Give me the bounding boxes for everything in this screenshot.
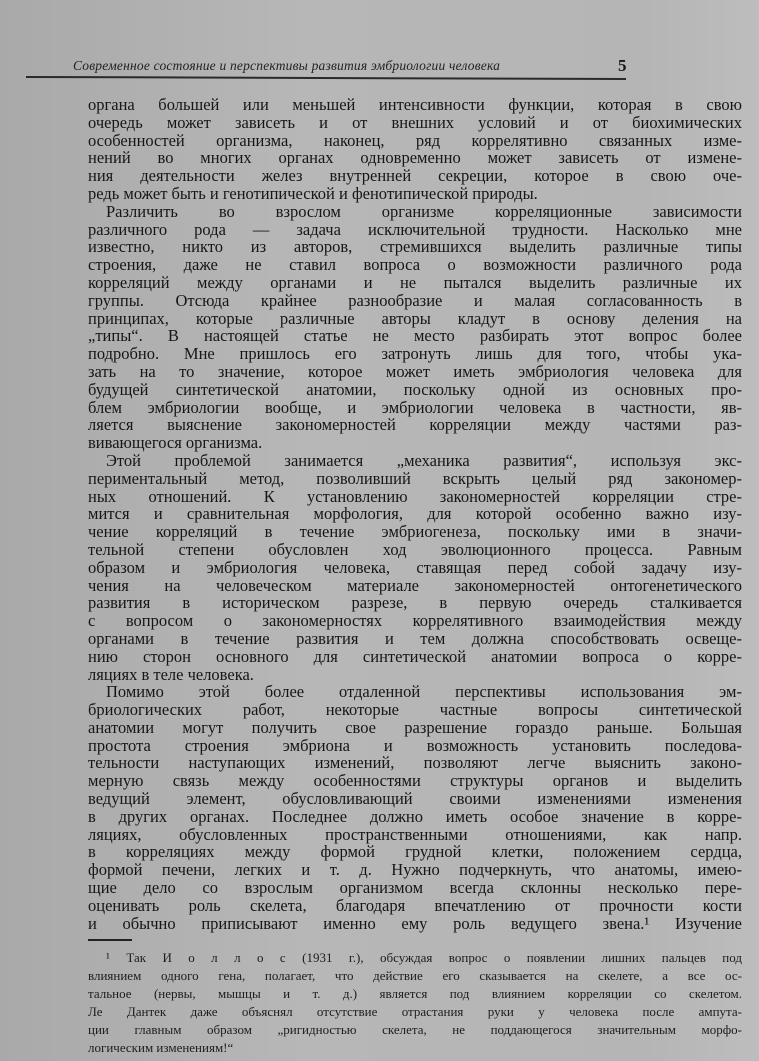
text-line: ных отношений. К установлению закономерностей корреляции стре- bbox=[88, 486, 742, 506]
text-line: „типы“. В настоящей статье не место разбирать этот вопрос более bbox=[88, 326, 742, 346]
text-line: подробно. Мне пришлось его затронуть лишь для того, чтобы ука- bbox=[88, 344, 742, 364]
text-line: мится и сравнительная морфология, для которой особенно важно изу- bbox=[88, 504, 742, 524]
text-line: очередь может зависеть и от внешних условий и от биохимических bbox=[88, 112, 742, 132]
text-line: вивающегося организма. bbox=[88, 433, 263, 453]
text-line: различного рода — задача исключительной трудности. Насколько мне bbox=[88, 219, 742, 239]
footnote bbox=[88, 949, 742, 1057]
main-text bbox=[88, 96, 742, 932]
text-line: чения на человеческом материале закономерностей онтогенетического bbox=[88, 575, 742, 595]
paragraph bbox=[88, 452, 742, 683]
text-line: блем эмбриологии вообще, и эмбриологии человека в частности, яв- bbox=[88, 397, 742, 417]
text-line: с вопросом о закономерностях коррелятивного взаимодействия между bbox=[88, 611, 742, 631]
text-line: принципах, которые различные авторы кладут в основу деления на bbox=[88, 308, 742, 328]
text-line: особенностей организма, наконец, ряд коррелятивно связанных изме- bbox=[88, 130, 742, 150]
text-line: и обычно приписывают именно ему роль ведущего звена.¹ Изучение bbox=[88, 913, 742, 933]
text-line: развития в историческом разрезе, в первую очередь сталкивается bbox=[88, 593, 742, 613]
text-line: зать на то значение, которое может иметь эмбриология человека для bbox=[88, 361, 742, 381]
text-line: органами в течение развития и тем должна способствовать освеще- bbox=[88, 628, 742, 648]
text-line: бриологических работ, некоторые частные вопросы синтетической bbox=[88, 700, 742, 720]
footnote-separator bbox=[88, 939, 132, 941]
text-line: ляциях, обусловленных пространственными отношениями, как напр. bbox=[88, 824, 742, 844]
running-title: Современное состояние и перспективы развития эмбриологии человека bbox=[73, 58, 501, 73]
text-line: нений во многих органах одновременно может зависеть от измене- bbox=[88, 148, 742, 168]
text-line: тельности наступающих изменений, позволяют легче выяснить законо- bbox=[88, 753, 742, 773]
text-line: группы. Отсюда крайнее разнообразие и малая согласованность в bbox=[88, 290, 742, 310]
text-line: периментальный метод, позволивший вскрыть целый ряд закономер- bbox=[88, 468, 742, 488]
text-line: мерную связь между особенностями структуры органов и выделить bbox=[88, 771, 742, 791]
text-line: Этой проблемой занимается „механика развития“, используя экс- bbox=[106, 450, 742, 470]
paragraph bbox=[88, 203, 742, 452]
text-line: корреляций между органами и не пытался выделить различные их bbox=[88, 272, 742, 292]
text-line: простота строения эмбриона и возможность установить последова- bbox=[88, 735, 742, 755]
text-line: в корреляциях между формой грудной клетки, положением сердца, bbox=[88, 842, 742, 862]
text-line: тельной степени обусловлен ход эволюционного процесса. Равным bbox=[88, 539, 742, 559]
text-line: анатомии могут получить свое разрешение гораздо раньше. Большая bbox=[88, 717, 742, 737]
text-line: органа большей или меньшей интенсивности функции, которая в свою bbox=[88, 95, 742, 114]
footnote-line: влиянием одного гена, полагает, что действие его сказывается на скелете, а все ос- bbox=[88, 968, 742, 983]
text-line: чение корреляций в течение эмбриогенеза, поскольку ими в значи- bbox=[88, 522, 742, 542]
text-line: Различить во взрослом организме корреляционные зависимости bbox=[106, 201, 742, 221]
text-line: формой печени, легких и т. д. Нужно подчеркнуть, что анатомы, имею- bbox=[88, 860, 742, 880]
text-line: будущей синтетической анатомии, поскольку одной из основных про- bbox=[88, 379, 742, 399]
text-line: Помимо этой более отдаленной перспективы использования эм- bbox=[106, 682, 742, 702]
text-line: в других органах. Последнее должно иметь особое значение в корре- bbox=[88, 806, 742, 826]
text-line: ляциях в теле человека. bbox=[88, 664, 254, 684]
paragraph bbox=[88, 96, 742, 203]
text-line: ния деятельности желез внутренней секреции, которое в свою оче- bbox=[88, 166, 742, 186]
running-header bbox=[70, 58, 625, 78]
text-line: щие дело со взрослым организмом всегда склонны несколько пере- bbox=[88, 878, 742, 898]
footnote-line: тальное (нервы, мышцы и т. д.) является под влиянием корреляции со скелетом. bbox=[88, 986, 742, 1001]
text-line: нию сторон основного для синтетической анатомии вопроса о корре- bbox=[88, 646, 742, 666]
text-line: оценивать роль скелета, благодаря впечатлению от прочности кости bbox=[88, 895, 742, 915]
text-line: ляется выяснение закономерностей корреляции между частями раз- bbox=[88, 415, 742, 435]
text-line: известно, никто из авторов, стремившихся выделить различные типы bbox=[88, 237, 742, 257]
text-line: редь может быть и генотипической и фенотипической природы. bbox=[88, 183, 538, 203]
text-line: образом и эмбриология человека, ставящая перед собой задачу изу- bbox=[88, 557, 742, 577]
footnote-line: ¹ Так И о л л о с (1931 г.), обсуждая вопрос о появлении лишних пальцев под bbox=[106, 950, 742, 965]
text-line: ведущий элемент, обусловливающий своими изменениями изменения bbox=[88, 789, 742, 809]
footnote-line: ции главным образом „ригидностью скелета, не поддающегося значительным морфо- bbox=[88, 1022, 742, 1037]
paragraph bbox=[88, 683, 742, 932]
text-line: строения, даже не ставил вопроса о возможности различного рода bbox=[88, 255, 742, 275]
footnote-line: логическим изменениям!“ bbox=[88, 1040, 234, 1055]
page-number: 5 bbox=[618, 56, 627, 75]
footnote-line: Ле Дантек даже объяснял отсутствие отрастания руки у человека после ампута- bbox=[88, 1004, 742, 1019]
